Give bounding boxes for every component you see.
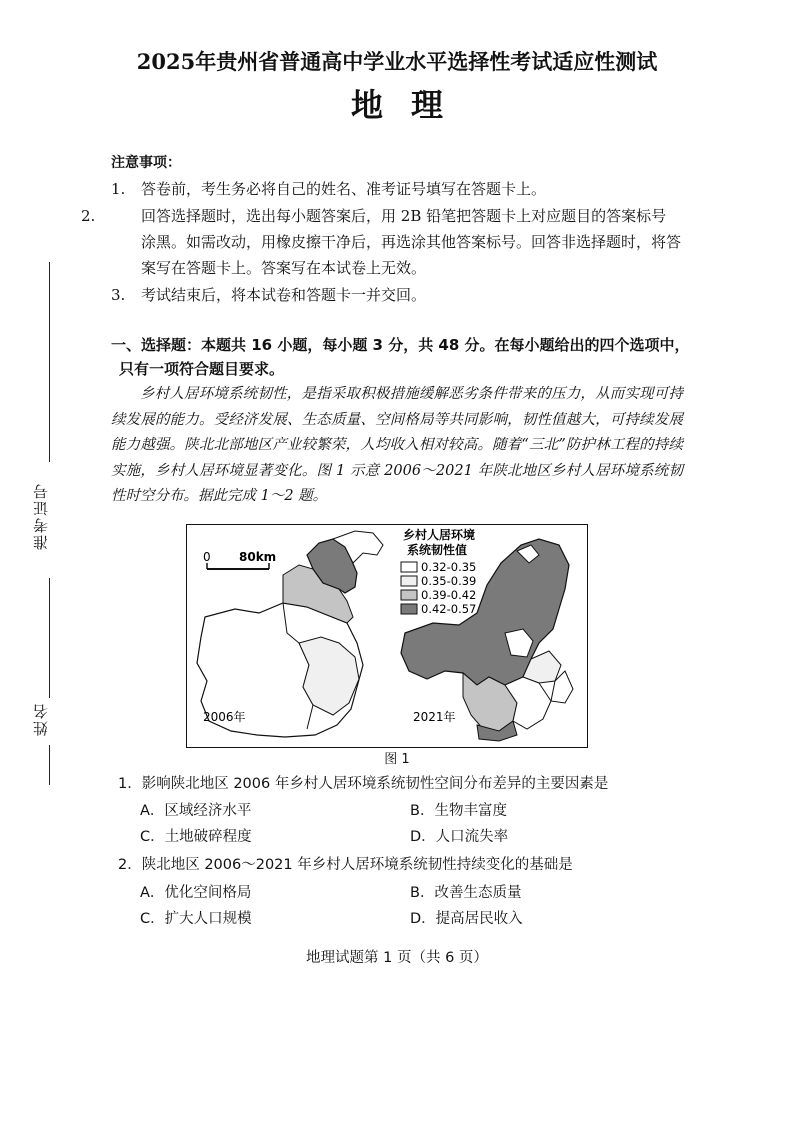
legend-title-line2: 系统韧性值 bbox=[407, 543, 468, 557]
note-text: 答卷前，考生务必将自己的姓名、准考证号填写在答题卡上。 bbox=[141, 180, 547, 198]
page-footer: 地理试题第 1 页（共 6 页） bbox=[306, 950, 488, 966]
legend-title-line1: 乡村人居环境 bbox=[403, 528, 476, 542]
note-number: 2. bbox=[81, 207, 96, 225]
legend-label: 0.35-0.39 bbox=[421, 574, 477, 588]
legend-swatch bbox=[401, 576, 417, 586]
question-2-option-b[interactable]: B．改善生态质量 bbox=[410, 885, 522, 901]
legend-label: 0.42-0.57 bbox=[421, 602, 477, 616]
candidate-number-label: 准考证号 bbox=[32, 482, 50, 550]
note-item bbox=[111, 282, 681, 308]
year-label-2021: 2021年 bbox=[413, 710, 456, 724]
note-number: 3. bbox=[111, 286, 126, 304]
question-2-option-a[interactable]: A．优化空间格局 bbox=[140, 885, 252, 901]
year-label-2006: 2006年 bbox=[203, 710, 246, 724]
binding-line-middle bbox=[49, 578, 50, 698]
question-1-option-b[interactable]: B．生物丰富度 bbox=[410, 803, 507, 819]
question-2-option-d[interactable]: D．提高居民收入 bbox=[410, 911, 523, 927]
map-2006 bbox=[197, 531, 383, 737]
legend-swatch bbox=[401, 562, 417, 572]
question-2-option-c[interactable]: C．扩大人口规模 bbox=[140, 911, 252, 927]
note-text: 回答选择题时，选出每小题答案后，用 2B 铅笔把答题卡上对应题目的答案标号涂黑。如需改动，用橡皮擦干净后，再选涂其他答案标号。回答非选择题时，将答案写在答题卡上。答案写在本试卷上无效。 bbox=[141, 207, 682, 277]
figure-1-map bbox=[186, 524, 588, 748]
map-legend bbox=[401, 527, 476, 616]
note-item bbox=[111, 176, 681, 202]
question-1-option-d[interactable]: D．人口流失率 bbox=[410, 829, 509, 845]
question-1-option-a[interactable]: A．区域经济水平 bbox=[140, 803, 252, 819]
scale-bar-label: 80km bbox=[239, 550, 277, 564]
binding-line-top bbox=[49, 262, 50, 462]
figure-caption: 图 1 bbox=[384, 752, 410, 767]
question-2-stem: 2．陕北地区 2006～2021 年乡村人居环境系统韧性持续变化的基础是 bbox=[118, 857, 573, 873]
map-svg bbox=[187, 525, 587, 747]
name-label: 姓名 bbox=[32, 702, 50, 736]
question-1-stem: 1．影响陕北地区 2006 年乡村人居环境系统韧性空间分布差异的主要因素是 bbox=[118, 776, 609, 792]
note-item bbox=[81, 203, 682, 281]
legend-swatch bbox=[401, 590, 417, 600]
note-number: 1. bbox=[111, 180, 126, 198]
legend-swatch bbox=[401, 604, 417, 614]
section-heading: 一、选择题：本题共 16 小题，每小题 3 分，共 48 分。在每小题给出的四个选项中，只有一项符合题目要求。 bbox=[111, 336, 690, 378]
legend-label: 0.39-0.42 bbox=[421, 588, 477, 602]
note-text: 考试结束后，将本试卷和答题卡一并交回。 bbox=[141, 286, 427, 304]
exam-title: 2025年贵州省普通高中学业水平选择性考试适应性测试 bbox=[136, 49, 658, 74]
reading-passage: 乡村人居环境系统韧性，是指采取积极措施缓解恶劣条件带来的压力，从而实现可持续发展的能力。受经济发展、生态质量、空间格局等共同影响，韧性值越大，可持续发展能力越强。陕北北部地区产业较繁荣，人均收入相对较高。随着“三北”防护林工程的持续实施，乡村人居环境显著变化。图 1 示意 2006～2021 年陕北地区乡村人居环境系统韧性时空分布。据此完成 1～2 题。 bbox=[111, 386, 683, 504]
question-1-option-c[interactable]: C．土地破碎程度 bbox=[140, 829, 252, 845]
notes-title: 注意事项： bbox=[111, 155, 181, 171]
legend-label: 0.32-0.35 bbox=[421, 560, 477, 574]
subject-title: 地理 bbox=[350, 86, 471, 124]
scale-bar-zero: 0 bbox=[203, 550, 211, 564]
